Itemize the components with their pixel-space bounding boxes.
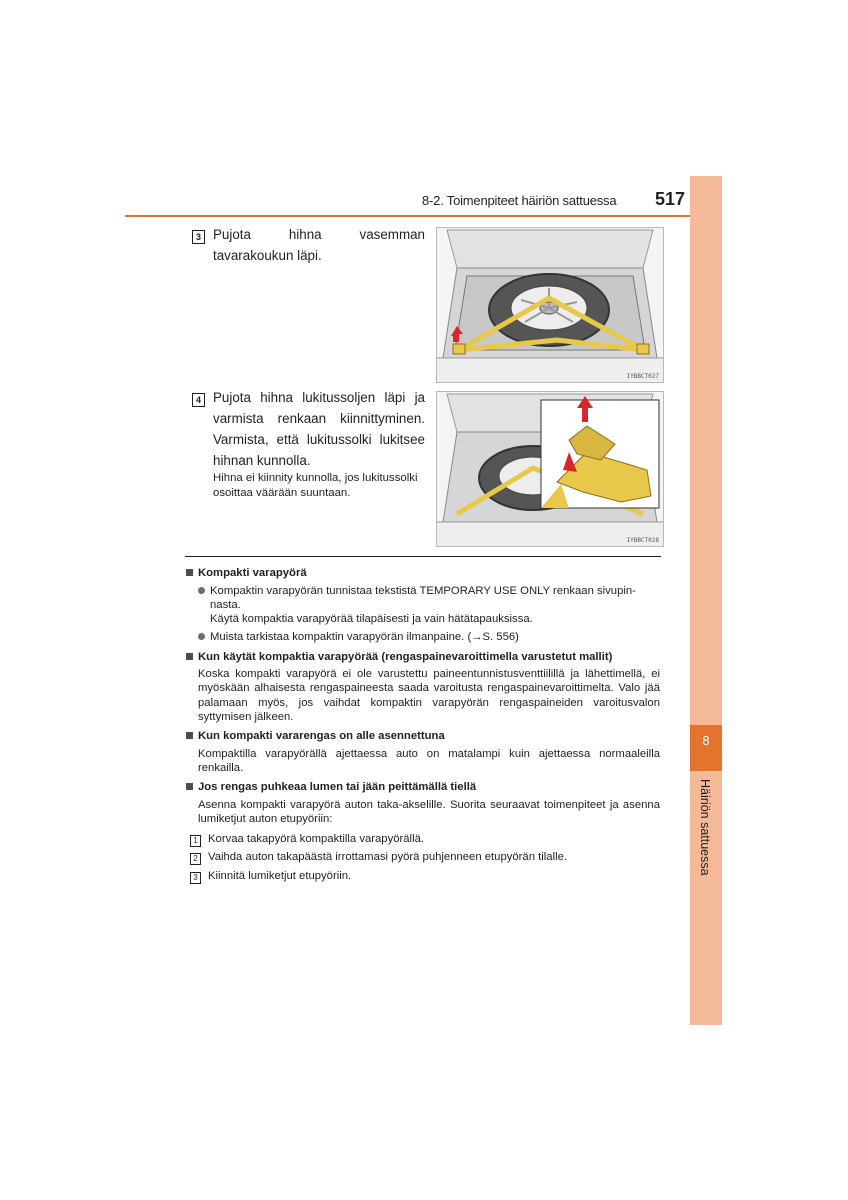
step-number: 3	[192, 230, 205, 244]
compact-spare-bullet-1-cont: nasta.	[210, 599, 241, 611]
heading-spare-installed: Kun kompakti vararengas on alle asennettuna	[186, 729, 445, 744]
page-number: 517	[655, 189, 686, 209]
step-3-text: Pujota hihna vasemman tavarakoukun läpi.	[213, 227, 425, 263]
step-4-number-box	[192, 390, 205, 408]
compact-spare-usage-note: Käytä kompaktia varapyörää tilapäisesti ja vain hätätapauksissa.	[210, 613, 533, 625]
step-3-number-box	[192, 227, 205, 245]
chapter-number-tab: 8	[690, 725, 722, 771]
step-number-box: 1	[190, 835, 201, 847]
step-number-box: 2	[190, 853, 201, 865]
chapter-title-tab	[690, 771, 722, 1025]
snow-step-1: 1 Korvaa takapyörä kompaktilla varapyörällä.	[190, 832, 424, 847]
heading-tpms: Kun käytät kompaktia varapyörää (rengaspainevaroittimella varustetut mallit)	[186, 650, 612, 665]
trunk-illustration-2	[437, 392, 663, 546]
snow-body: Asenna kompakti varapyörä auton taka-akselille. Suorita seuraavat toimenpiteet ja asenna lumiketjut auton etupyöriin:	[198, 799, 660, 826]
chapter-tab-top	[690, 176, 722, 725]
square-bullet-icon	[186, 732, 193, 739]
snow-step-2: 2 Vaihda auton takapäästä irrottamasi pyörä puhjenneen etupyörän tilalle.	[190, 850, 567, 865]
compact-spare-bullet-1: Kompaktin varapyörän tunnistaa tekstistä TEMPORARY USE ONLY renkaan sivupin-	[198, 584, 663, 598]
step-number-box: 3	[190, 872, 201, 884]
trunk-illustration-1	[437, 228, 663, 382]
square-bullet-icon	[186, 569, 193, 576]
figure-code: IYBBCT027	[626, 373, 659, 380]
tpms-body: Koska kompakti varapyörä ei ole varustettu paineentunnistusventtiilillä ja lähettimellä, ei myöskään alhaisesta rengaspaineesta saada varoitusta rengaspainevaroittimelta. Valo jää palamaan myös, jos vaihdat kompaktin varapyörän rengaspaineiden varoitusvalon syttymisen jälkeen.	[198, 668, 660, 724]
compact-spare-bullet-2: Muista tarkistaa kompaktin varapyörän ilmanpaine. (→S. 556)	[198, 630, 519, 644]
section-header: 8-2. Toimenpiteet häiriön sattuessa	[422, 193, 617, 208]
step-4-note: Hihna ei kiinnity kunnolla, jos lukitussolki osoittaa väärään suuntaan.	[213, 472, 418, 499]
square-bullet-icon	[186, 653, 193, 660]
round-bullet-icon	[198, 587, 205, 594]
step-4-text: Pujota hihna lukitussoljen läpi ja varmista renkaan kiinnittyminen. Varmista, että lukitussolki lukitsee hihnan kunnolla.	[213, 390, 425, 468]
header-divider	[125, 215, 693, 217]
section-divider	[185, 556, 661, 557]
figure-code: IYBBCT028	[626, 537, 659, 544]
chapter-title: Häiriön sattuessa	[698, 779, 712, 876]
heading-snow-ice: Jos rengas puhkeaa lumen tai jään peittämällä tiellä	[186, 780, 476, 795]
round-bullet-icon	[198, 633, 205, 640]
installed-body: Kompaktilla varapyörällä ajettaessa auto on matalampi kuin ajettaessa normaaleilla renkailla.	[198, 748, 660, 775]
square-bullet-icon	[186, 783, 193, 790]
figure-buckle-lock	[436, 391, 664, 547]
figure-strap-through-hook	[436, 227, 664, 383]
heading-compact-spare: Kompakti varapyörä	[186, 566, 307, 581]
snow-step-3: 3 Kiinnitä lumiketjut etupyöriin.	[190, 869, 351, 884]
step-number: 4	[192, 393, 205, 407]
